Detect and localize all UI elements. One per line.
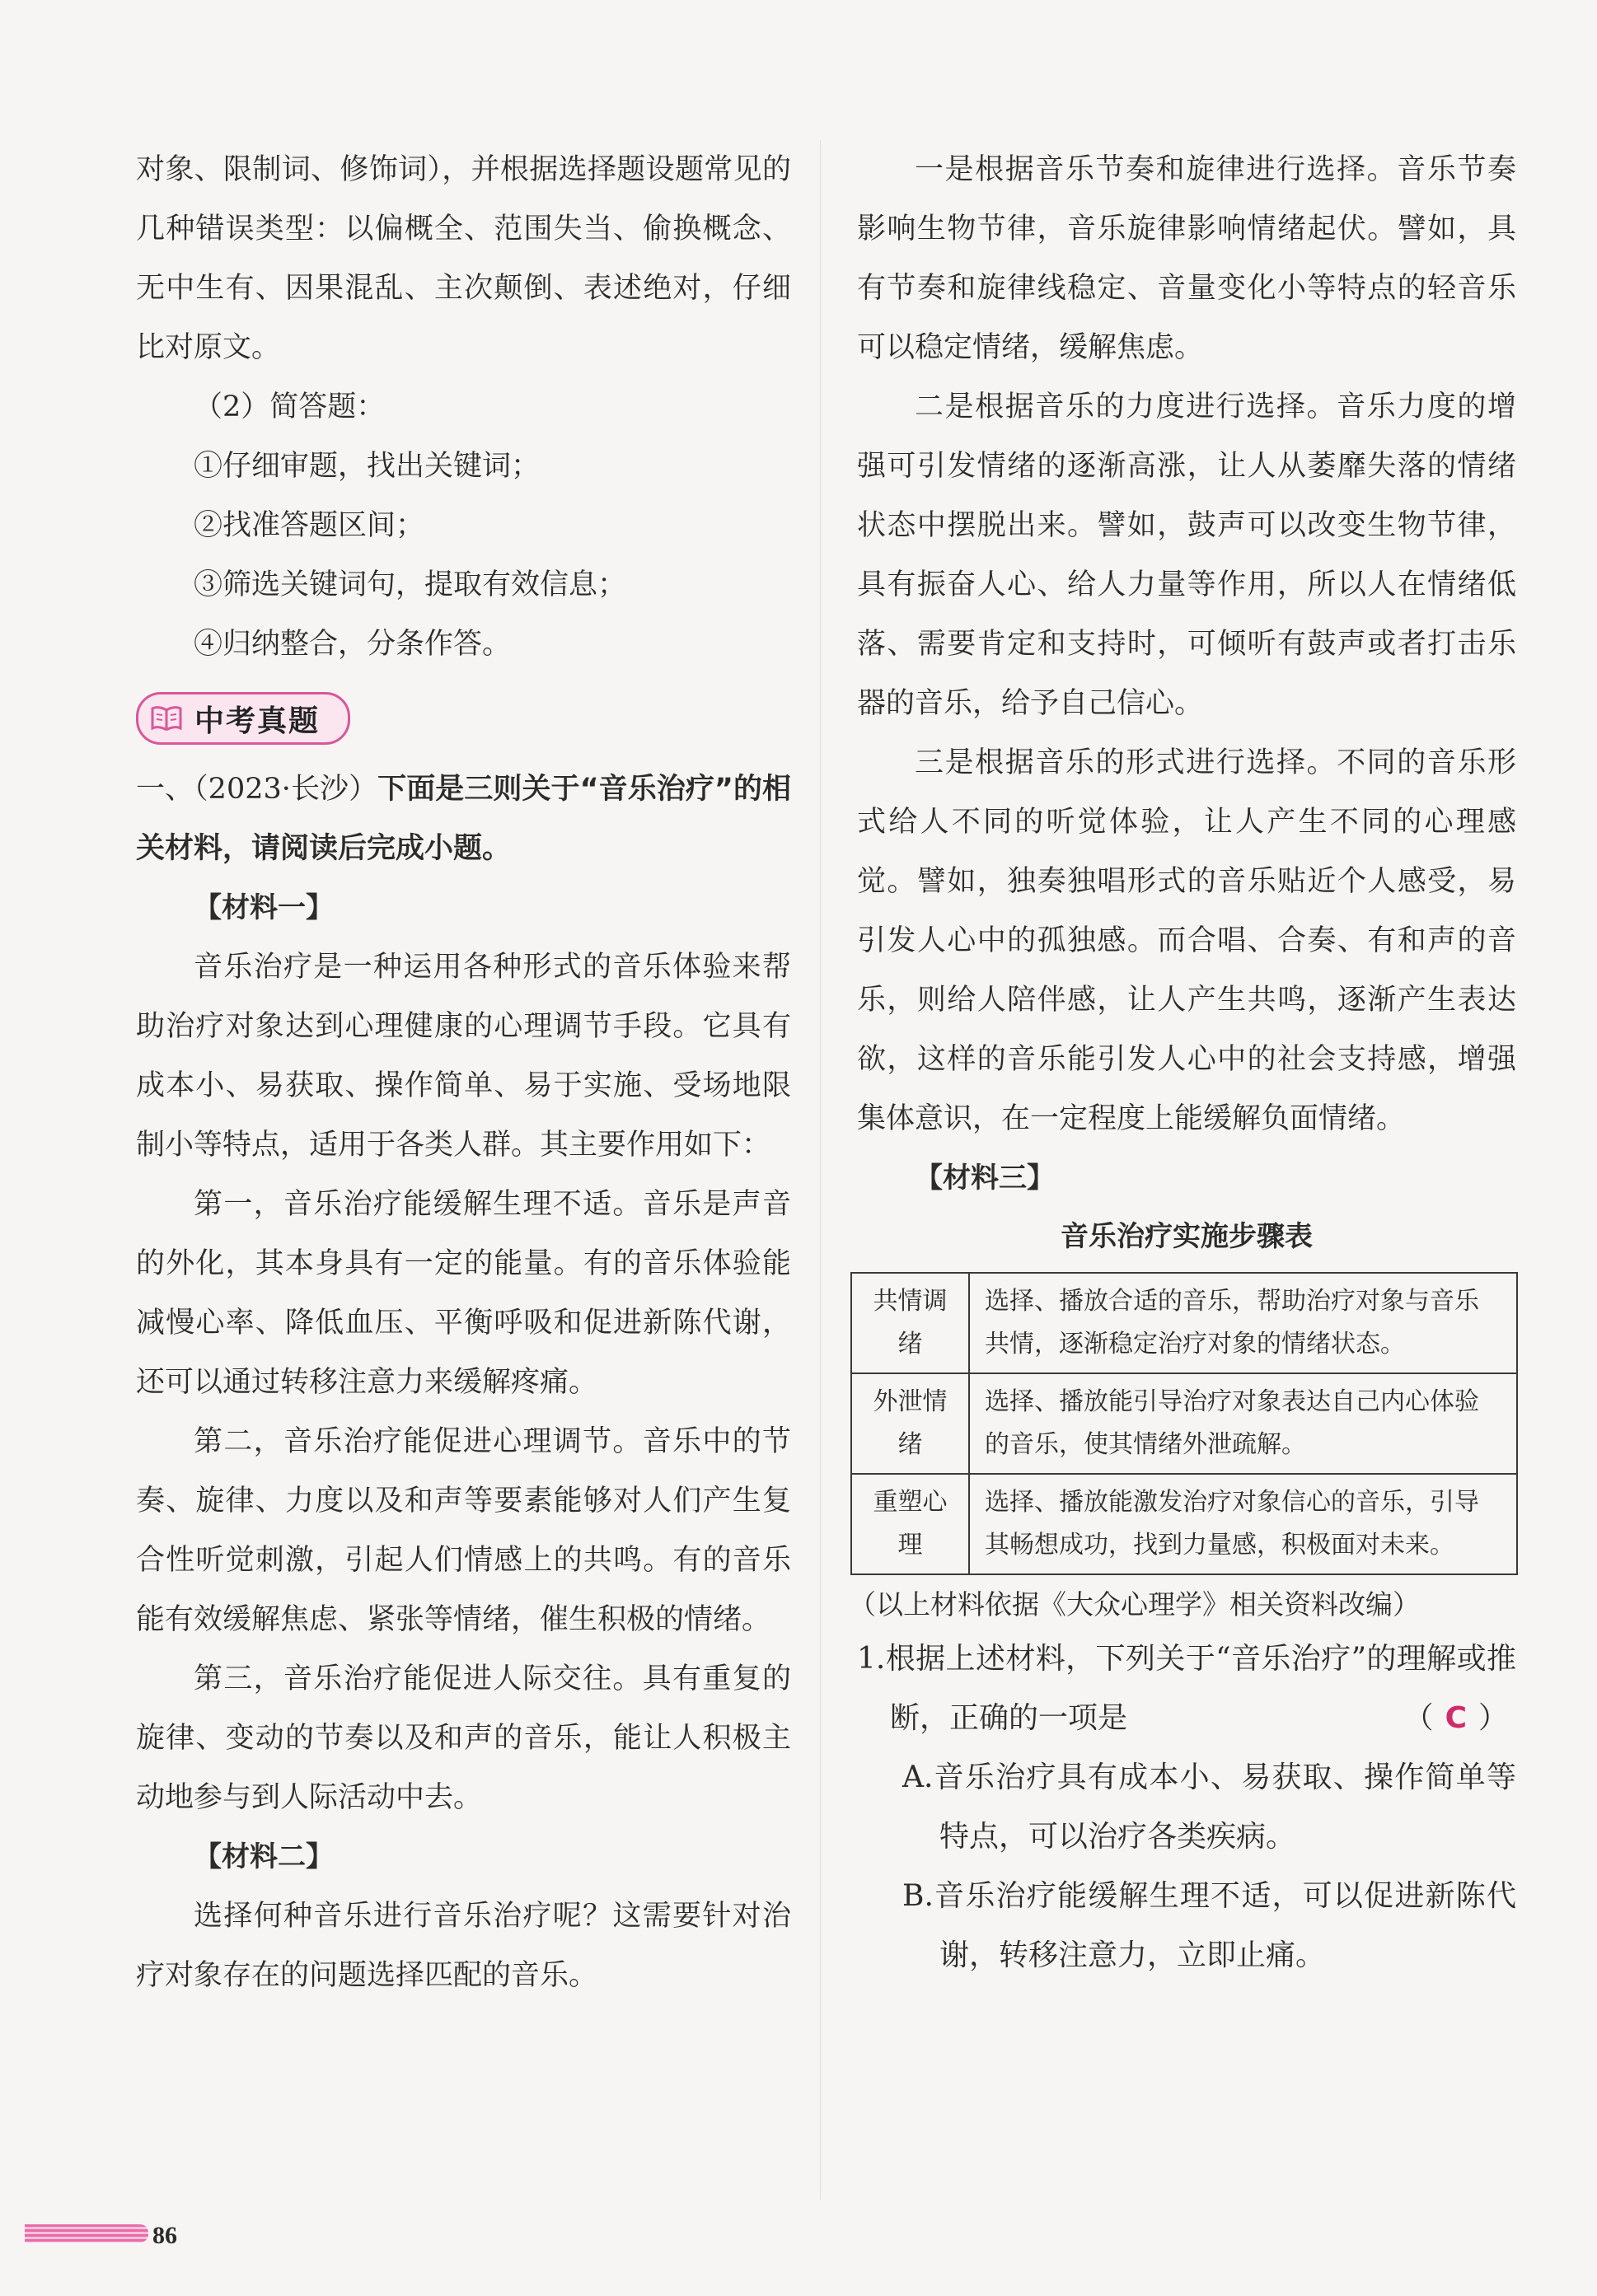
step-description: 选择、播放合适的音乐，帮助治疗对象与音乐共情，逐渐稳定治疗对象的情绪状态。: [969, 1273, 1517, 1373]
steps-table: [850, 1272, 1518, 1575]
table-row: [851, 1474, 1517, 1574]
column-divider: [820, 140, 821, 2200]
page-number: 86: [152, 2222, 177, 2249]
material1-paragraph: 第一，音乐治疗能缓解生理不适。音乐是声音的外化，其本身具有一定的能量。有的音乐体验能减慢心率、降低血压、平衡呼吸和促进新陈代谢，还可以通过转移注意力来缓解疼痛。: [136, 1188, 791, 1399]
question-intro: 下面是三则关于“音乐治疗”的相关材料，请阅读后完成小题。: [136, 773, 792, 865]
material1-paragraph: 第三，音乐治疗能促进人际交往。具有重复的旋律、变动的节奏以及和声的音乐，能让人积极主动地参与到人际活动中去。: [136, 1662, 791, 1814]
step-name: 共情调绪: [851, 1273, 969, 1373]
left-column: [136, 140, 791, 2005]
table-title: 音乐治疗实施步骤表: [1061, 1220, 1313, 1253]
section-badge-label: 中考真题: [194, 704, 321, 738]
answer-bracket: [1403, 1689, 1516, 1748]
answer-paren-open: （: [1403, 1701, 1434, 1735]
question-1: [857, 1630, 1516, 1748]
option-b: B.音乐治疗能缓解生理不适，可以促进新陈代谢，转移注意力，立即止痛。: [902, 1879, 1516, 1972]
material2-label: 【材料二】: [194, 1840, 334, 1873]
material2-continued-paragraph: 二是根据音乐的力度进行选择。音乐力度的增强可引发情绪的逐渐高涨，让人从萎靡失落的情绪状态中摆脱出来。譬如，鼓声可以改变生物节律，具有振奋人心、给人力量等作用，所以人在情绪低落、需要肯定和支持时，可倾听有鼓声或者打击乐器的音乐，给予自己信心。: [857, 390, 1516, 720]
material1-paragraph: 第二，音乐治疗能促进心理调节。音乐中的节奏、旋律、力度以及和声等要素能够对人们产生复合性听觉刺激，引起人们情感上的共鸣。有的音乐能有效缓解焦虑、紧张等情绪，催生积极的情绪。: [136, 1425, 791, 1636]
material2-paragraph: 选择何种音乐进行音乐治疗呢？这需要针对治疗对象存在的问题选择匹配的音乐。: [136, 1900, 791, 1992]
short-answer-step: ①仔细审题，找出关键词；: [194, 450, 541, 483]
step-name: 外泄情绪: [851, 1373, 969, 1474]
short-answer-step: ②找准答题区间；: [194, 509, 425, 542]
option-a: A.音乐治疗具有成本小、易获取、操作简单等特点，可以治疗各类疾病。: [902, 1761, 1516, 1854]
short-answer-step: ④归纳整合，分条作答。: [194, 628, 512, 661]
material3-label: 【材料三】: [915, 1162, 1055, 1195]
question-heading: [136, 760, 791, 878]
step-name: 重塑心理: [851, 1474, 969, 1574]
answer-value: C: [1445, 1701, 1467, 1735]
short-answer-step: ③筛选关键词句，提取有效信息；: [194, 568, 627, 601]
material1-paragraph: 音乐治疗是一种运用各种形式的音乐体验来帮助治疗对象达到心理健康的心理调节手段。它具有成本小、易获取、操作简单、易于实施、受场地限制小等特点，适用于各类人群。其主要作用如下：: [136, 951, 791, 1162]
intro-paragraph: 对象、限制词、修饰词），并根据选择题设题常见的几种错误类型：以偏概全、范围失当、偷换概念、无中生有、因果混乱、主次颠倒、表述绝对，仔细比对原文。: [136, 153, 791, 364]
step-description: 选择、播放能引导治疗对象表达自己内心体验的音乐，使其情绪外泄疏解。: [969, 1373, 1517, 1474]
right-column: [849, 140, 1516, 1985]
page-number-decoration: [25, 2224, 148, 2242]
short-answer-heading: （2）简答题：: [194, 390, 386, 423]
material1-label: 【材料一】: [194, 891, 334, 924]
question-prefix: 一、（2023·长沙）: [136, 773, 378, 806]
question-1-text: 1.根据上述材料，下列关于“音乐治疗”的理解或推断，正确的一项是: [857, 1642, 1516, 1735]
source-note: （以上材料依据《大众心理学》相关资料改编）: [849, 1588, 1420, 1620]
open-book-icon: [150, 704, 183, 733]
material2-continued-paragraph: 三是根据音乐的形式进行选择。不同的音乐形式给人不同的听觉体验，让人产生不同的心理感觉。譬如，独奏独唱形式的音乐贴近个人感受，易引发人心中的孤独感。而合唱、合奏、有和声的音乐，则给人陪伴感，让人产生共鸣，逐渐产生表达欲，这样的音乐能引发人心中的社会支持感，增强集体意识，在一定程度上能缓解负面情绪。: [857, 746, 1516, 1135]
table-row: [851, 1273, 1517, 1373]
answer-paren-close: ）: [1478, 1701, 1508, 1735]
material2-continued-paragraph: 一是根据音乐节奏和旋律进行选择。音乐节奏影响生物节律，音乐旋律影响情绪起伏。譬如，具有节奏和旋律线稳定、音量变化小等特点的轻音乐可以稳定情绪，缓解焦虑。: [857, 153, 1516, 364]
table-row: [851, 1373, 1517, 1474]
step-description: 选择、播放能激发治疗对象信心的音乐，引导其畅想成功，找到力量感，积极面对未来。: [969, 1474, 1517, 1574]
section-badge: [136, 692, 350, 745]
